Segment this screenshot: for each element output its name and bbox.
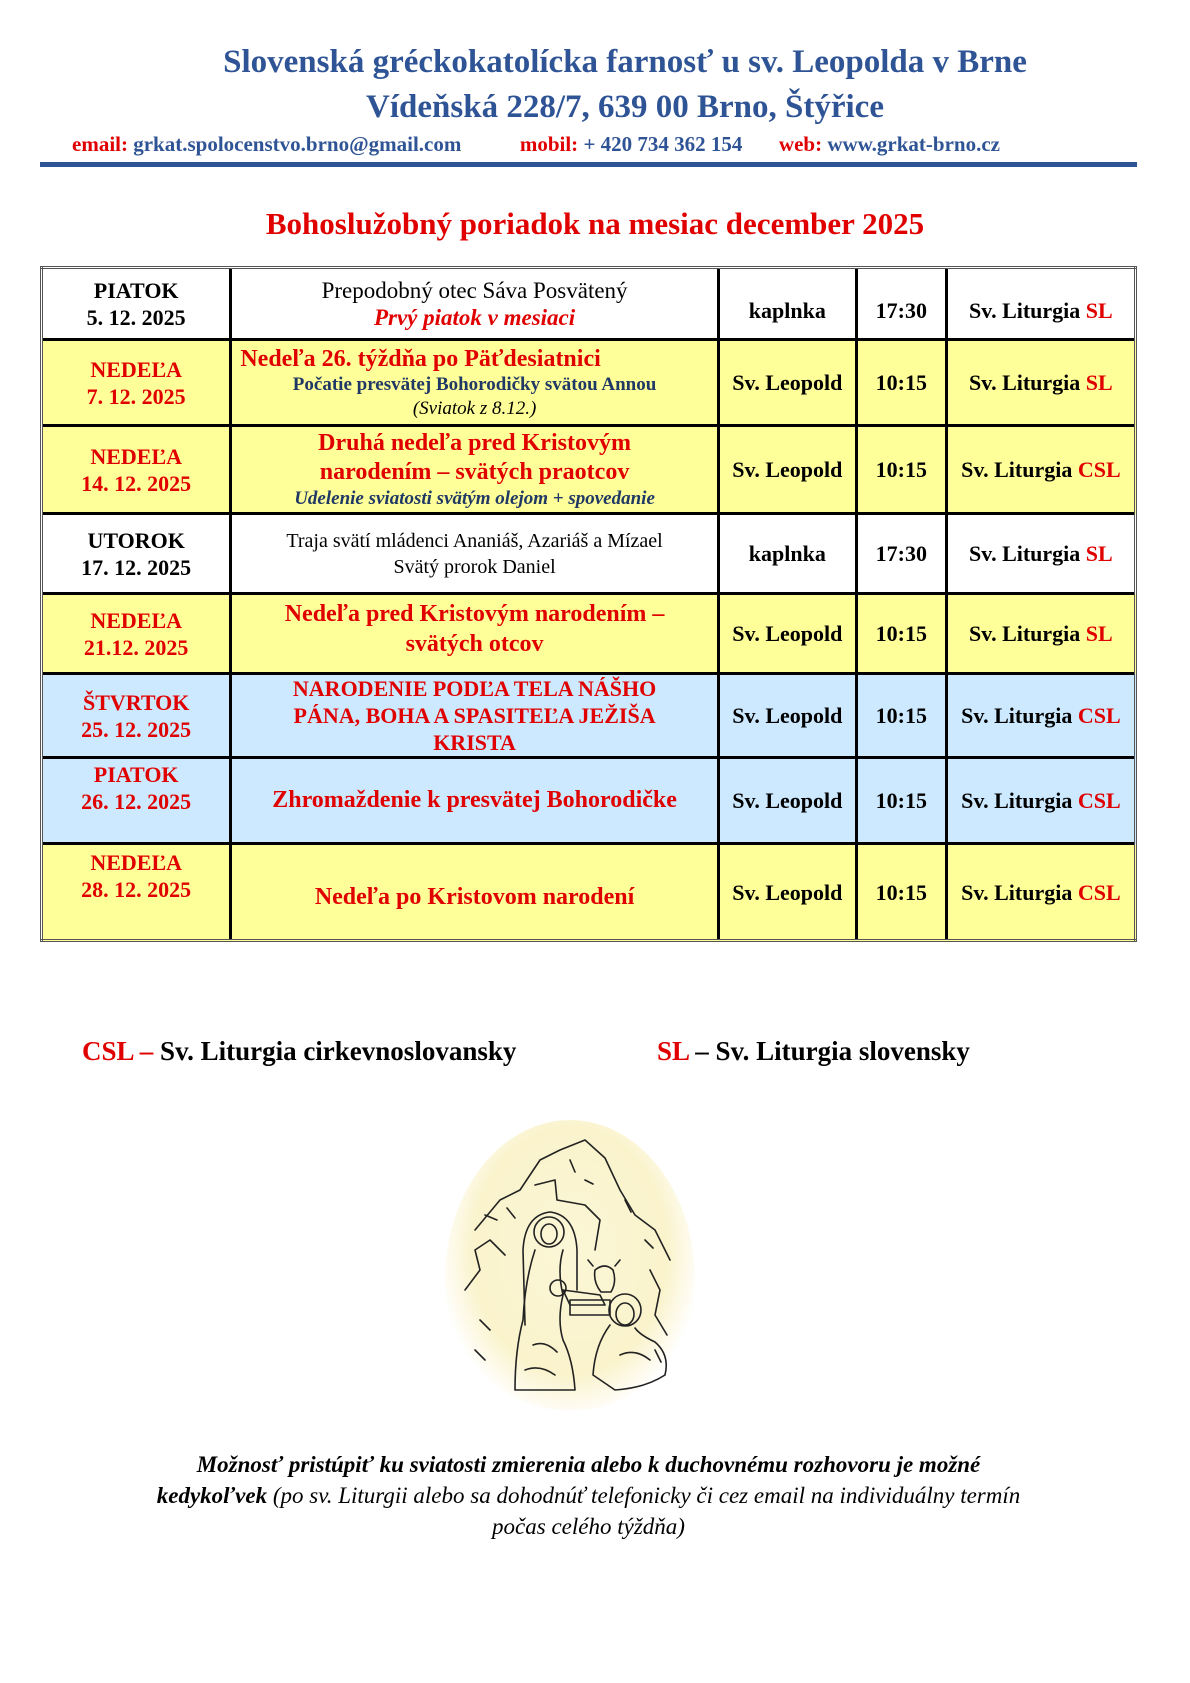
- day-name: NEDEĽA: [90, 607, 183, 633]
- day-cell: [42, 514, 231, 594]
- legend-csl-text: Sv. Liturgia cirkevnoslovansky: [153, 1036, 517, 1066]
- liturgy-label: Sv. Liturgia: [961, 703, 1073, 728]
- place-cell: Sv. Leopold: [718, 340, 856, 426]
- liturgy-cell: [946, 514, 1135, 594]
- footer-emphasis: kedykoľvek: [156, 1483, 268, 1508]
- liturgy-lang: SL: [1085, 370, 1113, 395]
- nativity-icon: [445, 1120, 695, 1410]
- feast-cell: [231, 594, 718, 674]
- schedule-row: [42, 426, 1136, 514]
- feast-title: Nedeľa po Kristovom narodení: [314, 883, 635, 910]
- feast-note: Prvý piatok v mesiaci: [373, 304, 576, 330]
- day-date: 14. 12. 2025: [81, 470, 192, 496]
- legend-csl-abbr: CSL –: [82, 1036, 154, 1066]
- time-cell: 10:15: [856, 674, 946, 758]
- feast-cell: [231, 268, 718, 340]
- feast-title: Zhromaždenie k presvätej Bohorodičke: [272, 787, 677, 813]
- day-date: 5. 12. 2025: [86, 304, 186, 330]
- feast-title: Prepodobný otec Sáva Posvätený: [321, 277, 628, 303]
- day-cell: [42, 340, 231, 426]
- feast-cell: [231, 758, 718, 844]
- liturgy-lang: SL: [1085, 621, 1113, 646]
- footer-line-1: Možnosť pristúpiť ku sviatosti zmierenia alebo k duchovnému rozhovoru je možné: [196, 1452, 981, 1477]
- feast-title-cont: PÁNA, BOHA A SPASITEĽA JEŽIŠA: [293, 703, 656, 728]
- liturgy-label: Sv. Liturgia: [961, 879, 1073, 905]
- schedule-row: [42, 844, 1136, 941]
- feast-title: Nedeľa 26. týždňa po Päťdesiatnici: [240, 345, 601, 372]
- contact-line: [72, 132, 1132, 157]
- day-date: 25. 12. 2025: [81, 716, 192, 742]
- legend-sl: [657, 1036, 970, 1067]
- place-cell: Sv. Leopold: [718, 758, 856, 844]
- feast-title: NARODENIE PODĽA TELA NÁŠHO: [292, 676, 657, 701]
- place-cell: Sv. Leopold: [718, 594, 856, 674]
- liturgy-cell: [946, 340, 1135, 426]
- schedule-row: [42, 340, 1136, 426]
- time-cell: 10:15: [856, 758, 946, 844]
- liturgy-label: Sv. Liturgia: [969, 621, 1081, 646]
- feast-title-cont: svätých otcov: [405, 631, 544, 657]
- day-cell: [42, 426, 231, 514]
- feast-title: Traja svätí mládenci Ananiáš, Azariáš a Mízael: [286, 529, 663, 552]
- feast-note: Udelenie sviatosti svätým olejom + spovedanie: [294, 487, 655, 509]
- mobile-label: mobil:: [519, 132, 579, 156]
- legend-sl-abbr: SL: [657, 1036, 689, 1066]
- schedule-row: [42, 674, 1136, 758]
- liturgy-lang: CSL: [1077, 788, 1121, 813]
- email-link[interactable]: grkat.spolocenstvo.brno@gmail.com: [133, 132, 462, 156]
- day-name: UTOROK: [87, 527, 185, 553]
- feast-cell: [231, 844, 718, 941]
- feast-title-end: KRISTA: [433, 730, 516, 755]
- parish-name: Slovenská gréckokatolícka farnosť u sv. Leopolda v Brne: [223, 44, 1027, 80]
- feast-note: (Sviatok z 8.12.): [412, 397, 537, 419]
- day-cell: [42, 268, 231, 340]
- day-date: 17. 12. 2025: [81, 554, 192, 580]
- time-cell: 10:15: [856, 340, 946, 426]
- liturgy-label: Sv. Liturgia: [961, 788, 1073, 813]
- day-name: ŠTVRTOK: [82, 689, 190, 715]
- day-date: 21.12. 2025: [83, 634, 189, 660]
- legend-csl: [82, 1036, 516, 1067]
- day-cell: [42, 594, 231, 674]
- day-date: 7. 12. 2025: [86, 383, 186, 409]
- feast-cell: [231, 514, 718, 594]
- liturgy-cell: [946, 674, 1135, 758]
- liturgy-cell: [946, 268, 1135, 340]
- feast-cell: [231, 674, 718, 758]
- footer-line-2: [40, 1483, 1137, 1509]
- liturgy-lang: CSL: [1077, 879, 1121, 905]
- day-name: PIATOK: [93, 277, 179, 303]
- day-date: 28. 12. 2025: [81, 877, 192, 902]
- feast-title-cont: narodením – svätých praotcov: [319, 458, 630, 485]
- time-cell: 10:15: [856, 844, 946, 941]
- time-cell: 10:15: [856, 594, 946, 674]
- nativity-drawing-icon: [445, 1120, 695, 1410]
- web-label: web:: [778, 132, 823, 156]
- schedule-row: [42, 514, 1136, 594]
- place-cell: kaplnka: [718, 514, 856, 594]
- web-link[interactable]: www.grkat-brno.cz: [827, 132, 1000, 156]
- time-cell: 10:15: [856, 426, 946, 514]
- footer-line-3: počas celého týždňa): [492, 1514, 685, 1539]
- feast-title: Nedeľa pred Kristovým narodením –: [284, 601, 665, 627]
- liturgy-label: Sv. Liturgia: [969, 298, 1081, 323]
- day-cell: [42, 758, 231, 844]
- place-cell: Sv. Leopold: [718, 426, 856, 514]
- feast-title: Druhá nedeľa pred Kristovým: [318, 429, 631, 456]
- header-divider: [40, 162, 1137, 167]
- liturgy-label: Sv. Liturgia: [969, 541, 1081, 566]
- day-name: NEDEĽA: [90, 356, 183, 382]
- mobile-number: + 420 734 362 154: [583, 132, 743, 156]
- liturgy-lang: CSL: [1077, 457, 1121, 482]
- schedule-row: [42, 268, 1136, 340]
- day-name: NEDEĽA: [90, 850, 183, 875]
- schedule-row: [42, 758, 1136, 844]
- liturgy-lang: CSL: [1077, 703, 1121, 728]
- place-cell: Sv. Leopold: [718, 674, 856, 758]
- schedule-table: [40, 266, 1137, 942]
- day-cell: [42, 674, 231, 758]
- day-name: NEDEĽA: [90, 443, 183, 469]
- liturgy-lang: SL: [1085, 298, 1113, 323]
- page-title: Bohoslužobný poriadok na mesiac december 2025: [265, 206, 925, 241]
- liturgy-cell: [946, 758, 1135, 844]
- email-label: email:: [72, 132, 128, 156]
- liturgy-cell: [946, 844, 1135, 941]
- place-cell: Sv. Leopold: [718, 844, 856, 941]
- feast-subtitle: Počatie presvätej Bohorodičky svätou Annou: [292, 373, 657, 395]
- schedule-row: [42, 594, 1136, 674]
- liturgy-lang: SL: [1085, 541, 1113, 566]
- liturgy-cell: [946, 594, 1135, 674]
- parish-address: Vídeňská 228/7, 639 00 Brno, Štýřice: [366, 89, 884, 125]
- day-name: PIATOK: [93, 762, 179, 787]
- day-cell: [42, 844, 231, 941]
- feast-cell: [231, 340, 718, 426]
- day-date: 26. 12. 2025: [81, 789, 192, 814]
- liturgy-cell: [946, 426, 1135, 514]
- time-cell: 17:30: [856, 514, 946, 594]
- feast-cell: [231, 426, 718, 514]
- liturgy-label: Sv. Liturgia: [969, 370, 1081, 395]
- liturgy-label: Sv. Liturgia: [961, 457, 1073, 482]
- place-cell: kaplnka: [718, 268, 856, 340]
- time-cell: 17:30: [856, 268, 946, 340]
- feast-subtitle: Svätý prorok Daniel: [393, 555, 556, 578]
- footer-line-2-text: (po sv. Liturgii alebo sa dohodnúť telefonicky či cez email na individuálny termín: [267, 1483, 1021, 1508]
- legend-sl-text: – Sv. Liturgia slovensky: [688, 1036, 970, 1066]
